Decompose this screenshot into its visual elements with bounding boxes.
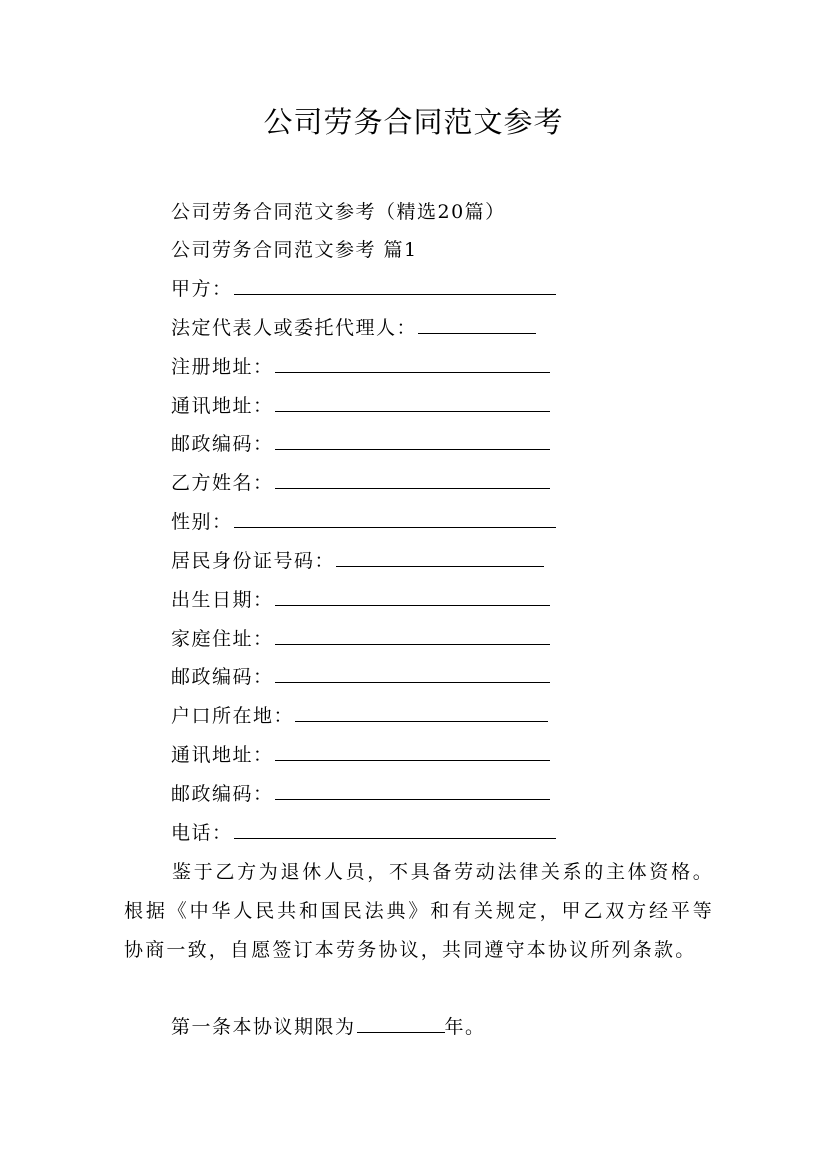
- field-label: 家庭住址：: [171, 628, 274, 650]
- field-label: 甲方：: [171, 278, 233, 300]
- form-field-postal-code-c: [171, 779, 550, 809]
- field-label: 电话：: [171, 822, 233, 844]
- form-field-party-a: [171, 274, 556, 304]
- form-field-birth-date: [171, 585, 550, 615]
- blank-line: [275, 468, 550, 489]
- blank-line: [336, 546, 544, 567]
- blank-line: [275, 779, 550, 800]
- form-field-household-registration: [171, 701, 548, 731]
- form-field-party-b-name: [171, 468, 550, 498]
- blank-line: [275, 624, 550, 645]
- form-field-mailing-address-b: [171, 740, 550, 770]
- article-1-prefix: 第一条本协议期限为: [171, 1016, 356, 1038]
- form-field-phone: [171, 818, 556, 848]
- blank-line: [295, 701, 548, 722]
- field-label: 邮政编码：: [171, 666, 274, 688]
- blank-line: [234, 274, 556, 295]
- field-label: 通讯地址：: [171, 395, 274, 417]
- field-label: 注册地址：: [171, 356, 274, 378]
- blank-line: [234, 507, 556, 528]
- field-label: 出生日期：: [171, 589, 274, 611]
- field-label: 性别：: [171, 511, 233, 533]
- form-field-legal-rep: [171, 313, 536, 343]
- page-title: 公司劳务合同范文参考: [263, 105, 564, 139]
- blank-line: [275, 740, 550, 761]
- field-label: 法定代表人或委托代理人：: [171, 317, 418, 339]
- blank-line: [275, 662, 550, 683]
- blank-line: [234, 818, 556, 839]
- field-label: 户口所在地：: [171, 705, 295, 727]
- blank-line: [275, 391, 550, 412]
- blank-line: [357, 1012, 445, 1033]
- blank-line: [275, 429, 550, 450]
- form-field-id-number: [171, 546, 544, 576]
- field-label: 乙方姓名：: [171, 472, 274, 494]
- form-field-registered-address: [171, 352, 550, 382]
- article-1-suffix: 年。: [444, 1016, 486, 1038]
- intro-paragraph: 鉴于乙方为退休人员，不具备劳动法律关系的主体资格。根据《中华人民共和国民法典》和有关规定，甲乙双方经平等协商一致，自愿签订本劳务协议，共同遵守本协议所列条款。: [124, 861, 714, 961]
- field-label: 通讯地址：: [171, 744, 274, 766]
- form-field-gender: [171, 507, 556, 537]
- form-field-home-address: [171, 624, 550, 654]
- article-1: [171, 1012, 486, 1042]
- form-field-mailing-address-a: [171, 391, 550, 421]
- blank-line: [275, 585, 550, 606]
- field-label: 居民身份证号码：: [171, 550, 336, 572]
- blank-line: [275, 352, 550, 373]
- form-field-postal-code-a: [171, 429, 550, 459]
- field-label: 邮政编码：: [171, 783, 274, 805]
- blank-line: [418, 313, 536, 334]
- section-heading: 公司劳务合同范文参考 篇1: [171, 239, 418, 261]
- form-field-postal-code-b: [171, 662, 550, 692]
- field-label: 邮政编码：: [171, 433, 274, 455]
- subtitle: 公司劳务合同范文参考（精选20篇）: [171, 201, 506, 223]
